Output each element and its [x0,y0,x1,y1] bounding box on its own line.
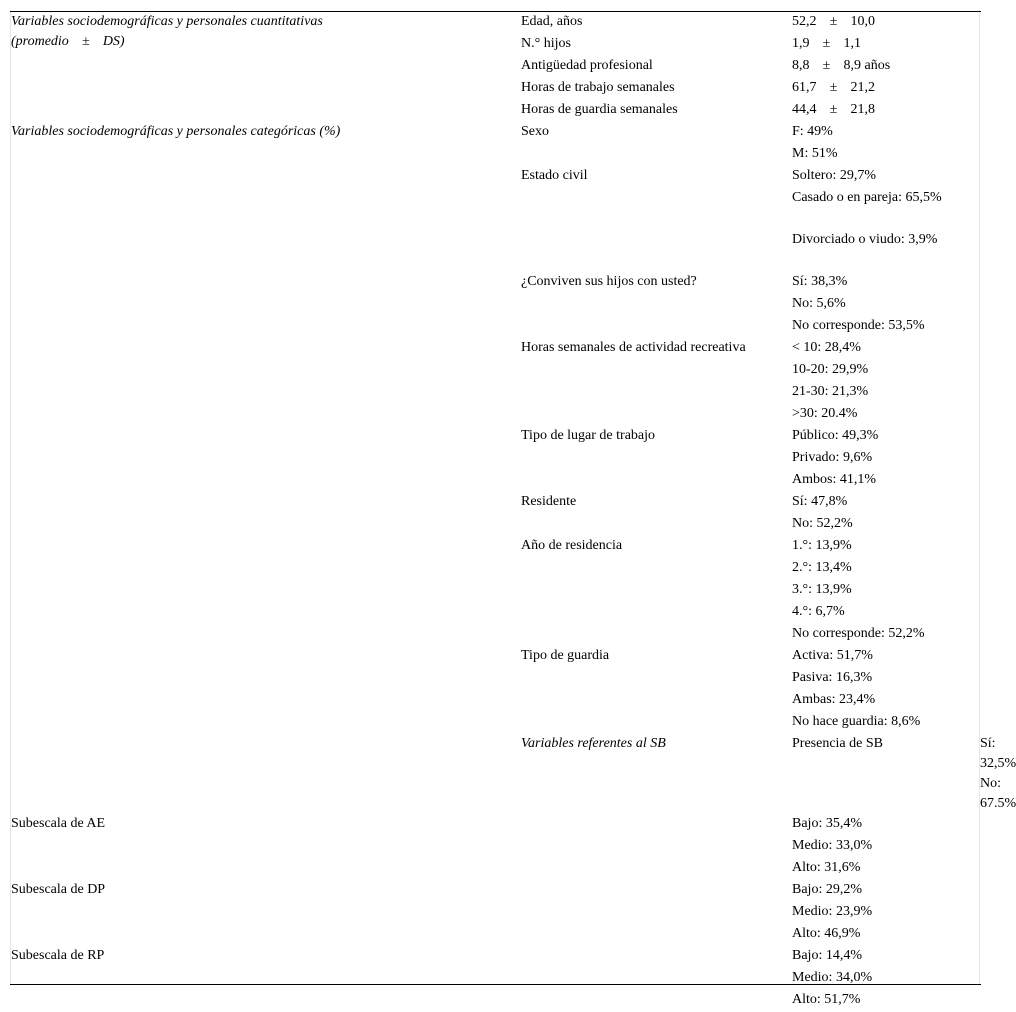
plus-minus-sign: ± [81,34,90,49]
mean-value: 61,7 [792,80,817,95]
table-row: Variables referentes al SB Presencia de SB Sí: 32,5% [11,734,980,774]
plus-minus-sign: ± [829,102,838,117]
group-title-sb: Variables referentes al SB [521,736,666,751]
variable-label: Horas de guardia semanales [521,102,678,117]
value-cell: Sí: 38,3% [792,274,848,289]
value-cell: Medio: 23,9% [792,904,873,919]
variable-label: Presencia de SB [792,736,883,751]
plus-minus-sign: ± [822,58,831,73]
value-cell: No corresponde: 52,2% [792,626,925,641]
group-title-line2-b: DS) [102,34,125,49]
value-cell [792,100,980,122]
variable-label: Año de residencia [521,538,623,553]
variable-label: N.° hijos [521,36,571,51]
value-cell: Alto: 31,6% [792,860,861,875]
value-cell: < 10: 28,4% [792,340,861,355]
value-cell: No: 5,6% [792,296,846,311]
value-cell: No hace guardia: 8,6% [792,714,921,729]
group-title-categoricas: Variables sociodemográficas y personales categóricas (%) [11,124,341,139]
table-row: No: 67.5% [980,776,1016,811]
value-cell: Divorciado o viudo: 3,9% [792,232,938,247]
variable-label: Edad, años [521,14,583,29]
mean-value: 1,9 [792,36,810,51]
value-cell: 21-30: 21,3% [792,384,869,399]
group-title-cuantitativas [11,12,521,122]
value-cell: Ambas: 23,4% [792,692,876,707]
variable-label: Horas de trabajo semanales [521,80,675,95]
table-row [11,122,980,144]
value-cell: Ambos: 41,1% [792,472,876,487]
value-cell: Activa: 51,7% [792,648,873,663]
value-cell: Bajo: 29,2% [792,882,862,897]
sd-value: 10,0 [850,14,875,29]
value-cell [792,34,980,56]
value-cell: Bajo: 35,4% [792,816,862,831]
value-cell: F: 49% [792,124,833,139]
group-title-line2-a: (promedio [11,34,69,49]
variable-label: Sexo [521,124,549,139]
value-cell: Pasiva: 16,3% [792,670,873,685]
mean-value: 8,8 [792,58,810,73]
value-cell: Soltero: 29,7% [792,168,876,183]
variable-label: ¿Conviven sus hijos con usted? [521,274,697,289]
value-cell: M: 51% [792,146,838,161]
plus-minus-sign: ± [829,14,838,29]
value-cell [792,78,980,100]
variable-label: Antigüedad profesional [521,58,653,73]
value-cell: 4.°: 6,7% [792,604,845,619]
value-cell: 10-20: 29,9% [792,362,869,377]
table-row [11,946,980,968]
variable-label: Horas semanales de actividad recreativa [521,340,746,355]
sd-value: 1,1 [843,36,861,51]
plus-minus-sign: ± [829,80,838,95]
variable-label: Tipo de lugar de trabajo [521,428,656,443]
table-row [11,12,980,34]
variable-label: Subescala de DP [11,882,106,897]
value-cell: Alto: 51,7% [792,992,861,1007]
table-row [11,880,980,902]
value-cell: Medio: 33,0% [792,838,873,853]
variable-label: Estado civil [521,168,588,183]
value-cell [792,12,980,34]
sd-value: 8,9 años [843,58,891,73]
value-cell: No corresponde: 53,5% [792,318,925,333]
table-row [11,814,980,836]
plus-minus-sign: ± [822,36,831,51]
value-cell [792,56,980,78]
sd-value: 21,2 [850,80,875,95]
mean-value: 52,2 [792,14,817,29]
variable-label: Residente [521,494,577,509]
group-title-line1: Variables sociodemográficas y personales cuantitativas [11,14,323,29]
value-cell: Medio: 34,0% [792,970,873,985]
mean-value: 44,4 [792,102,817,117]
variable-label: Tipo de guardia [521,648,610,663]
value-cell: Sí: 47,8% [792,494,848,509]
value-cell: >30: 20.4% [792,406,858,421]
value-cell: No: 52,2% [792,516,853,531]
variable-label: Subescala de AE [11,816,106,831]
value-cell: 2.°: 13,4% [792,560,852,575]
value-cell: Bajo: 14,4% [792,948,862,963]
sd-value: 21,8 [850,102,875,117]
variable-label: Subescala de RP [11,948,105,963]
statistics-table [11,12,1016,1012]
value-cell: 1.°: 13,9% [792,538,852,553]
value-cell: Público: 49,3% [792,428,879,443]
value-cell: 3.°: 13,9% [792,582,852,597]
value-cell: Casado o en pareja: 65,5% [792,190,942,205]
value-cell: Alto: 46,9% [792,926,861,941]
value-cell: Privado: 9,6% [792,450,873,465]
